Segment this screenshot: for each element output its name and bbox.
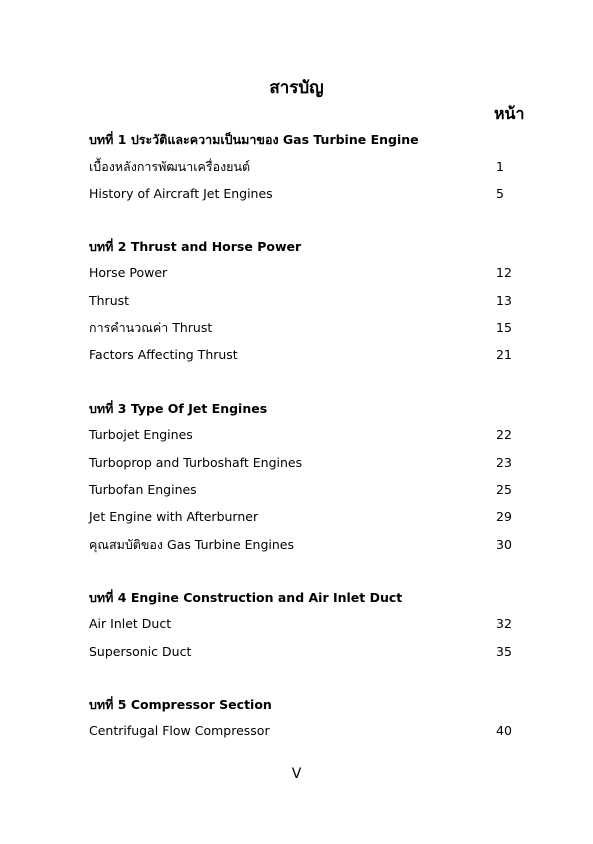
toc-entry-page: 22 <box>496 427 512 442</box>
toc-entry-page: 30 <box>496 537 512 552</box>
toc-entry-page: 40 <box>496 723 512 738</box>
toc-entry-page: 35 <box>496 644 512 659</box>
toc-entry-label: Centrifugal Flow Compressor <box>89 723 270 738</box>
toc-entry-label: Turbojet Engines <box>89 427 193 442</box>
chapter-heading-2: บทที่ 2 Thrust and Horse Power <box>89 239 302 254</box>
toc-entry-page: 5 <box>496 186 504 201</box>
toc-entry-page: 12 <box>496 265 512 280</box>
toc-entry-label: Supersonic Duct <box>89 644 192 659</box>
chapter-heading-5: บทที่ 5 Compressor Section <box>89 697 272 712</box>
toc-entry-label: History of Aircraft Jet Engines <box>89 186 273 201</box>
toc-entry-label: Jet Engine with Afterburner <box>89 509 259 524</box>
page-number: V <box>291 766 302 782</box>
toc-entry-page: 1 <box>496 159 504 174</box>
chapter-heading-1: บทที่ 1 ประวัติและความเป็นมาของ Gas Turbine Engine <box>89 132 419 147</box>
toc-entry-label: การคำนวณค่า Thrust <box>89 320 213 335</box>
toc-entry-label: Air Inlet Duct <box>89 616 172 631</box>
toc-entry-label: Turbofan Engines <box>89 482 197 497</box>
toc-entry-page: 21 <box>496 347 512 362</box>
page-column-header: หน้า <box>494 104 525 123</box>
toc-entry-label: เบื้องหลังการพัฒนาเครื่องยนต์ <box>89 159 251 174</box>
chapter-heading-3: บทที่ 3 Type Of Jet Engines <box>89 401 268 416</box>
toc-entry-page: 23 <box>496 455 512 470</box>
chapter-heading-4: บทที่ 4 Engine Construction and Air Inlet Duct <box>89 590 403 605</box>
toc-entry-label: Thrust <box>89 293 130 308</box>
toc-entry-label: Factors Affecting Thrust <box>89 347 238 362</box>
toc-entry-label: Horse Power <box>89 265 168 280</box>
toc-entry-page: 13 <box>496 293 512 308</box>
toc-entry-page: 15 <box>496 320 512 335</box>
toc-entry-page: 32 <box>496 616 512 631</box>
toc-entry-page: 25 <box>496 482 512 497</box>
toc-entry-label: คุณสมบัติของ Gas Turbine Engines <box>89 537 294 552</box>
toc-entry-label: Turboprop and Turboshaft Engines <box>89 455 303 470</box>
toc-title: สารบัญ <box>269 78 324 98</box>
toc-entry-page: 29 <box>496 509 512 524</box>
